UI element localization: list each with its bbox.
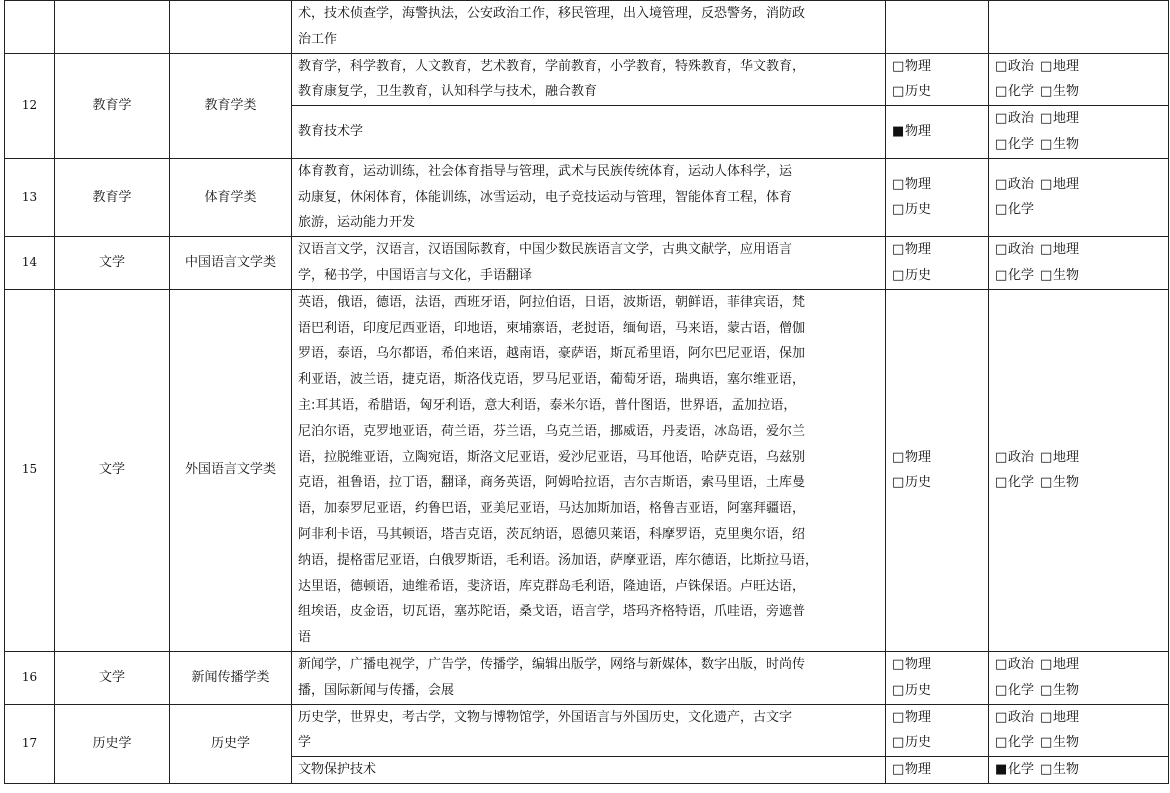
second-choice-subjects [989,53,1169,106]
first-choice-subjects [886,1,989,54]
subject-checkbox [1040,242,1079,257]
subject-label: 政治 [1008,58,1035,74]
first-choice-subjects [886,106,989,159]
subject-checkbox-line [995,757,1162,783]
discipline-category: 教育学 [55,53,170,158]
subject-checkbox [995,683,1034,698]
subject-label: 历史 [905,735,932,751]
subject-checkbox [1040,450,1079,465]
subject-label: 地理 [1053,709,1080,725]
unchecked-box-icon: □ [892,449,905,465]
major-class: 中国语言文学类 [170,237,292,290]
subject-label: 政治 [1008,176,1035,192]
second-choice-subjects [989,106,1169,159]
subject-label: 生物 [1053,136,1080,152]
subject-checkbox [1040,111,1079,126]
majors-line: 新闻学，广播电视学，广告学，传播学，编辑出版学，网络与新媒体，数字出版，时尚传 [298,656,806,672]
unchecked-box-icon: □ [995,202,1008,218]
second-choice-subjects [989,289,1169,651]
subject-label: 地理 [1053,449,1080,465]
majors-line: 纳语，提格雷尼亚语，白俄罗斯语，毛利语。汤加语，萨摩亚语，库尔德语，比斯拉马语， [298,552,819,568]
majors-list [292,1,886,54]
subject-checkbox [995,202,1034,217]
subject-checkbox [1040,657,1079,672]
majors-line: 克语，祖鲁语，拉丁语，翻译，商务英语，阿姆哈拉语，吉尔吉斯语，索马里语，土库曼 [298,475,806,491]
second-choice-subjects [989,1,1169,54]
subject-checkbox [1040,177,1079,192]
unchecked-box-icon: □ [892,242,905,258]
subject-checkbox [995,735,1034,750]
subject-label: 政治 [1008,111,1035,127]
checked-box-icon: ■ [995,762,1008,778]
unchecked-box-icon: □ [995,682,1008,698]
subject-checkbox [995,137,1034,152]
row-number: 14 [5,237,55,290]
second-choice-subjects [989,704,1169,757]
subject-checkbox [892,263,982,289]
subject-checkbox [892,678,982,704]
subject-checkbox [1040,137,1079,152]
unchecked-box-icon: □ [892,682,905,698]
majors-line: 英语，俄语，德语，法语，西班牙语，阿拉伯语，日语，波斯语，朝鲜语，菲律宾语，梵 [298,294,806,310]
major-class: 外国语言文学类 [170,289,292,651]
subject-checkbox [892,730,982,756]
subject-checkbox [1040,475,1079,490]
subject-checkbox [995,710,1034,725]
subject-checkbox-line [995,470,1162,496]
subject-checkbox-line [995,705,1162,731]
subject-label: 历史 [905,475,932,491]
first-choice-subjects [886,651,989,704]
subject-checkbox [995,762,1034,777]
majors-line: 播，国际新闻与传播，会展 [298,682,455,698]
subject-label: 地理 [1053,111,1080,127]
majors-line: 文物保护技术 [298,762,377,778]
subject-checkbox [995,84,1034,99]
table-row [5,704,1169,757]
subject-checkbox [892,445,982,471]
subject-checkbox [995,475,1034,490]
table-body [5,1,1169,784]
majors-list [292,757,886,784]
subject-label: 化学 [1008,267,1035,283]
unchecked-box-icon: □ [1040,267,1053,283]
unchecked-box-icon: □ [995,656,1008,672]
subject-checkbox [892,757,982,783]
majors-line: 尼泊尔语，克罗地亚语，荷兰语，芬兰语，乌克兰语，挪威语，丹麦语，冰岛语，爱尔兰 [298,423,806,439]
subject-checkbox [1040,683,1079,698]
subject-label: 物理 [905,449,932,465]
discipline-category: 教育学 [55,158,170,236]
subject-checkbox-line [995,132,1162,158]
major-class: 新闻传播学类 [170,651,292,704]
unchecked-box-icon: □ [1040,682,1053,698]
majors-line: 语，加泰罗尼亚语，约鲁巴语，亚美尼亚语，马达加斯加语，格鲁吉亚语，阿塞拜疆语， [298,501,806,517]
major-class: 体育学类 [170,158,292,236]
subject-label: 物理 [905,762,932,778]
unchecked-box-icon: □ [1040,111,1053,127]
major-class [170,1,292,54]
majors-line: 罗语，泰语，乌尔都语，希伯来语，越南语，豪萨语，斯瓦希里语，阿尔巴尼亚语，保加 [298,346,806,362]
majors-line: 汉语言文学，汉语言，汉语国际教育，中国少数民族语言文学，古典文献学，应用语言 [298,242,793,258]
subject-label: 历史 [905,267,932,283]
unchecked-box-icon: □ [995,242,1008,258]
majors-line: 学 [298,735,312,751]
subject-label: 化学 [1008,762,1035,778]
major-class: 教育学类 [170,53,292,158]
subject-checkbox [892,197,982,223]
discipline-category: 文学 [55,237,170,290]
row-number: 16 [5,651,55,704]
subject-checkbox-line [995,263,1162,289]
subject-label: 化学 [1008,475,1035,491]
unchecked-box-icon: □ [1040,242,1053,258]
unchecked-box-icon: □ [1040,735,1053,751]
subject-label: 物理 [905,124,932,140]
row-number: 17 [5,704,55,783]
unchecked-box-icon: □ [995,267,1008,283]
unchecked-box-icon: □ [995,58,1008,74]
subject-label: 政治 [1008,709,1035,725]
subject-requirements-table [4,0,1169,784]
table-row [5,289,1169,651]
table-row [5,1,1169,54]
second-choice-subjects [989,158,1169,236]
majors-list [292,289,886,651]
discipline-category: 历史学 [55,704,170,783]
discipline-category: 文学 [55,651,170,704]
subject-checkbox [995,111,1034,126]
majors-line: 旅游，运动能力开发 [298,215,416,231]
subject-checkbox [892,652,982,678]
majors-line: 语巴利语，印度尼西亚语，印地语，柬埔寨语，老挝语，缅甸语，马来语，蒙古语，僧伽 [298,320,806,336]
majors-list [292,53,886,106]
subject-label: 地理 [1053,58,1080,74]
subject-checkbox [1040,710,1079,725]
unchecked-box-icon: □ [1040,709,1053,725]
majors-line: 达里语，德顿语，迪维希语，斐济语，库克群岛毛利语，隆迪语，卢铢保语。卢旺达语， [298,578,806,594]
row-number: 15 [5,289,55,651]
unchecked-box-icon: □ [892,709,905,725]
row-number: 12 [5,53,55,158]
subject-label: 生物 [1053,267,1080,283]
unchecked-box-icon: □ [995,709,1008,725]
unchecked-box-icon: □ [892,58,905,74]
unchecked-box-icon: □ [892,176,905,192]
unchecked-box-icon: □ [1040,449,1053,465]
subject-label: 政治 [1008,449,1035,465]
majors-list [292,237,886,290]
subject-label: 物理 [905,709,932,725]
unchecked-box-icon: □ [892,267,905,283]
subject-checkbox [892,54,982,80]
major-class: 历史学 [170,704,292,783]
unchecked-box-icon: □ [1040,762,1053,778]
subject-checkbox [995,450,1034,465]
subject-checkbox-line [995,652,1162,678]
majors-line: 组埃语，皮金语，切瓦语，塞苏陀语，桑戈语，语言学，塔玛齐格特语，爪哇语，旁遮普 [298,604,806,620]
subject-checkbox [1040,762,1079,777]
unchecked-box-icon: □ [995,449,1008,465]
first-choice-subjects [886,237,989,290]
subject-checkbox [892,119,982,145]
majors-line: 利亚语，波兰语，捷克语，斯洛伐克语，罗马尼亚语，葡萄牙语，瑞典语，塞尔维亚语， [298,372,806,388]
subject-label: 物理 [905,242,932,258]
subject-label: 物理 [905,58,932,74]
majors-line: 动康复，休闲体育，体能训练，冰雪运动，电子竞技运动与管理，智能体育工程，体育 [298,189,793,205]
first-choice-subjects [886,53,989,106]
majors-line: 语 [298,630,312,646]
subject-label: 地理 [1053,656,1080,672]
subject-label: 化学 [1008,735,1035,751]
subject-checkbox [1040,735,1079,750]
subject-checkbox-line [995,79,1162,105]
unchecked-box-icon: □ [1040,136,1053,152]
unchecked-box-icon: □ [995,735,1008,751]
table-row [5,237,1169,290]
majors-line: 阿非利卡语，马其顿语，塔吉克语，茨瓦纳语，恩德贝莱语，科摩罗语，克里奥尔语，绍 [298,526,806,542]
subject-label: 化学 [1008,84,1035,100]
subject-label: 历史 [905,202,932,218]
subject-checkbox [892,705,982,731]
subject-label: 政治 [1008,656,1035,672]
unchecked-box-icon: □ [1040,58,1053,74]
unchecked-box-icon: □ [995,136,1008,152]
subject-label: 生物 [1053,84,1080,100]
unchecked-box-icon: □ [995,84,1008,100]
subject-checkbox-line [995,54,1162,80]
subject-checkbox [1040,84,1079,99]
unchecked-box-icon: □ [892,762,905,778]
row-number [5,1,55,54]
subject-checkbox [995,242,1034,257]
subject-checkbox-line [995,237,1162,263]
first-choice-subjects [886,757,989,784]
subject-checkbox [892,172,982,198]
discipline-category [55,1,170,54]
subject-label: 物理 [905,656,932,672]
majors-list [292,704,886,757]
subject-label: 地理 [1053,242,1080,258]
subject-checkbox [1040,268,1079,283]
second-choice-subjects [989,757,1169,784]
table-row [5,53,1169,106]
unchecked-box-icon: □ [995,111,1008,127]
majors-line: 体育教育，运动训练，社会体育指导与管理，武术与民族传统体育，运动人体科学，运 [298,163,793,179]
subject-checkbox-line [995,172,1162,198]
subject-checkbox [995,657,1034,672]
majors-line: 语，拉脱维亚语，立陶宛语，斯洛文尼亚语，爱沙尼亚语，马耳他语，哈萨克语，乌兹别 [298,449,806,465]
majors-list [292,106,886,159]
subject-checkbox [892,237,982,263]
subject-label: 政治 [1008,242,1035,258]
subject-label: 历史 [905,682,932,698]
subject-checkbox [995,268,1034,283]
majors-list [292,651,886,704]
subject-checkbox [892,470,982,496]
checked-box-icon: ■ [892,124,905,140]
subject-checkbox [1040,59,1079,74]
subject-checkbox-line [995,197,1162,223]
table-row [5,651,1169,704]
majors-line: 教育技术学 [298,124,364,140]
unchecked-box-icon: □ [1040,176,1053,192]
majors-list [292,158,886,236]
subject-checkbox-line [995,445,1162,471]
majors-line: 术，技术侦查学，海警执法，公安政治工作，移民管理，出入境管理，反恐警务，消防政 [298,6,806,21]
majors-line: 主:耳其语，希腊语，匈牙利语，意大利语，泰米尔语，普什图语，世界语，孟加拉语， [298,397,797,413]
unchecked-box-icon: □ [892,735,905,751]
majors-line: 历史学，世界史，考古学，文物与博物馆学，外国语言与外国历史，文化遗产，古文字 [298,709,793,725]
subject-label: 化学 [1008,136,1035,152]
subject-label: 化学 [1008,202,1035,218]
unchecked-box-icon: □ [892,656,905,672]
majors-line: 教育康复学，卫生教育，认知科学与技术，融合教育 [298,84,598,100]
unchecked-box-icon: □ [1040,84,1053,100]
unchecked-box-icon: □ [995,176,1008,192]
subject-checkbox [995,59,1034,74]
discipline-category: 文学 [55,289,170,651]
subject-label: 生物 [1053,735,1080,751]
subject-label: 生物 [1053,762,1080,778]
first-choice-subjects [886,158,989,236]
majors-line: 学，秘书学，中国语言与文化，手语翻译 [298,267,533,283]
table-row [5,158,1169,236]
unchecked-box-icon: □ [892,202,905,218]
unchecked-box-icon: □ [1040,475,1053,491]
first-choice-subjects [886,704,989,757]
subject-checkbox-line [995,730,1162,756]
subject-label: 生物 [1053,475,1080,491]
subject-checkbox-line [995,678,1162,704]
unchecked-box-icon: □ [1040,656,1053,672]
second-choice-subjects [989,237,1169,290]
majors-line: 教育学，科学教育，人文教育，艺术教育，学前教育，小学教育，特殊教育，华文教育， [298,58,806,74]
subject-label: 物理 [905,176,932,192]
subject-label: 地理 [1053,176,1080,192]
unchecked-box-icon: □ [995,475,1008,491]
subject-label: 生物 [1053,682,1080,698]
unchecked-box-icon: □ [892,475,905,491]
first-choice-subjects [886,289,989,651]
subject-label: 化学 [1008,682,1035,698]
majors-line: 治工作 [298,31,338,47]
second-choice-subjects [989,651,1169,704]
row-number: 13 [5,158,55,236]
subject-label: 历史 [905,84,932,100]
subject-checkbox-line [995,106,1162,132]
subject-checkbox [892,79,982,105]
unchecked-box-icon: □ [892,84,905,100]
subject-checkbox [995,177,1034,192]
